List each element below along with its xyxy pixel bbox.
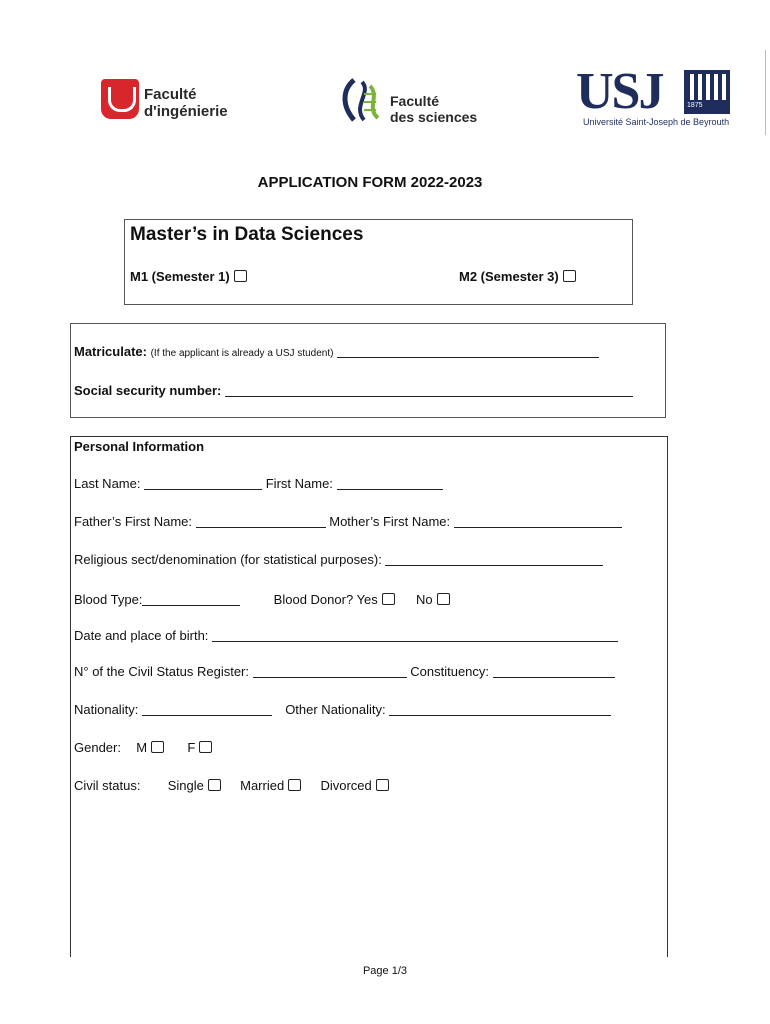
usj-logo-text: USJ [576, 63, 663, 120]
mother-name-field[interactable] [454, 514, 622, 528]
nationality-row [74, 702, 611, 717]
personal-info-heading: Personal Information [74, 439, 205, 454]
married-checkbox[interactable] [288, 779, 301, 791]
mother-name-label: Mother’s First Name: [329, 514, 451, 529]
last-name-label: Last Name: [74, 476, 141, 491]
faculte-sciences-text [390, 93, 477, 125]
single-checkbox[interactable] [208, 779, 221, 791]
father-name-label: Father’s First Name: [74, 514, 192, 529]
divorced-label: Divorced [320, 778, 372, 793]
fi-line-2: d'ingénierie [144, 103, 228, 120]
page-number: Page 1/3 [362, 965, 408, 977]
matriculate-label: Matriculate: [74, 344, 147, 359]
religion-field[interactable] [385, 552, 603, 566]
civil-register-field[interactable] [253, 664, 407, 678]
m1-label: M1 (Semester 1) [130, 269, 230, 284]
divorced-checkbox[interactable] [376, 779, 389, 791]
civil-status-label: Civil status: [74, 778, 141, 793]
faculte-sciences-logo [340, 76, 386, 124]
single-label: Single [167, 778, 204, 793]
other-nationality-field[interactable] [389, 702, 611, 716]
ids-box [70, 323, 666, 418]
gender-m-label: M [136, 740, 148, 755]
matriculate-field[interactable] [337, 344, 599, 358]
m1-checkbox[interactable] [234, 270, 247, 282]
first-name-field[interactable] [337, 476, 443, 490]
first-name-label: First Name: [265, 476, 333, 491]
constituency-field[interactable] [493, 664, 615, 678]
civil-status-row [74, 778, 389, 793]
fi-line-1: Faculté [144, 86, 197, 103]
constituency-label: Constituency: [410, 664, 490, 679]
m1-option [130, 269, 247, 284]
blood-type-field[interactable] [142, 592, 240, 606]
faculte-ingenierie-text [144, 86, 228, 120]
birth-row [74, 628, 618, 643]
parents-row [74, 514, 622, 529]
blood-donor-yes-checkbox[interactable] [382, 593, 395, 605]
blood-donor-no-label: No [416, 592, 433, 607]
religion-label: Religious sect/denomination (for statistical purposes): [74, 552, 382, 567]
blood-donor-yes-label: Yes [356, 592, 378, 607]
civil-register-row [74, 664, 615, 679]
religion-row [74, 552, 603, 567]
m2-label: M2 (Semester 3) [459, 269, 559, 284]
last-name-field[interactable] [144, 476, 262, 490]
program-title: Master’s in Data Sciences [130, 224, 364, 245]
gender-f-checkbox[interactable] [199, 741, 212, 753]
married-label: Married [240, 778, 285, 793]
matriculate-note: (If the applicant is already a USJ student) [150, 348, 334, 359]
matriculate-row [74, 344, 599, 359]
form-title: APPLICATION FORM 2022-2023 [257, 174, 483, 191]
birth-label: Date and place of birth: [74, 628, 209, 643]
faculte-ingenierie-logo [101, 79, 139, 119]
page-edge-line [765, 50, 766, 135]
usj-year: 1875 [687, 102, 703, 109]
gender-f-label: F [187, 740, 196, 755]
gender-label: Gender: [74, 740, 121, 755]
blood-type-label: Blood Type: [74, 592, 143, 607]
gender-m-checkbox[interactable] [151, 741, 164, 753]
gender-row [74, 740, 212, 755]
m2-option [459, 269, 576, 284]
blood-row [74, 592, 450, 607]
blood-donor-label: Blood Donor? [273, 592, 354, 607]
ssn-label: Social security number: [74, 383, 222, 398]
m2-checkbox[interactable] [563, 270, 576, 282]
ssn-field[interactable] [225, 383, 633, 397]
usj-full-name: Université Saint-Joseph de Beyrouth [583, 117, 730, 127]
ssn-row [74, 383, 633, 398]
program-box [124, 219, 633, 305]
nationality-field[interactable] [142, 702, 272, 716]
nationality-label: Nationality: [74, 702, 139, 717]
civil-register-label: N° of the Civil Status Register: [74, 664, 249, 679]
birth-field[interactable] [212, 628, 618, 642]
fs-line-1: Faculté [390, 93, 440, 109]
other-nationality-label: Other Nationality: [285, 702, 386, 717]
blood-donor-no-checkbox[interactable] [437, 593, 450, 605]
father-name-field[interactable] [196, 514, 326, 528]
name-row [74, 476, 443, 491]
fs-line-2: des sciences [390, 109, 478, 125]
